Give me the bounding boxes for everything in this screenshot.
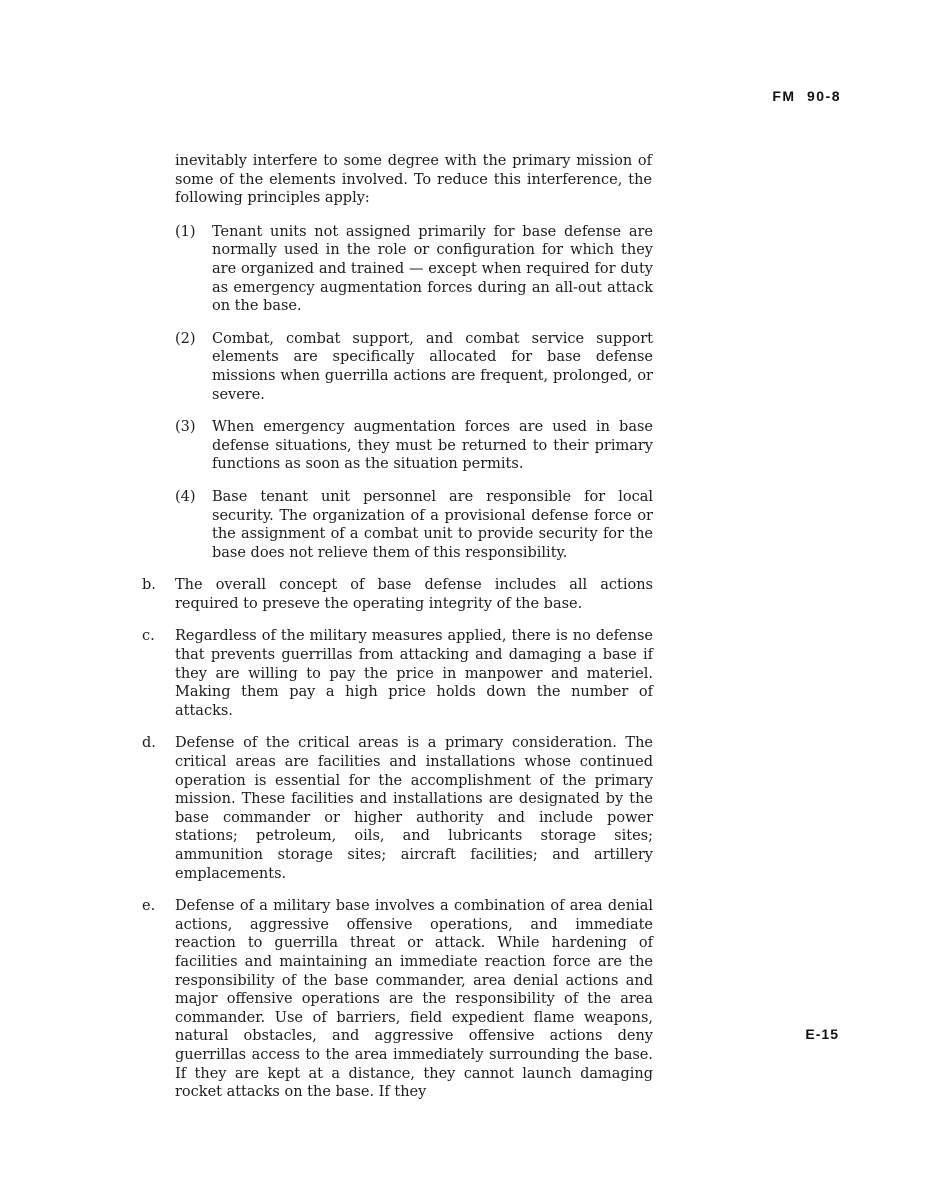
lettered-list-item [142, 627, 653, 720]
lettered-list-item [142, 897, 653, 1102]
list-item-label: e. [142, 898, 156, 915]
list-item-label: (1) [175, 223, 196, 240]
list-item-text: When emergency augmentation forces are used in base defense situations, they must be returned to their primary functions as soon as the situation permits. [212, 419, 653, 473]
document-body [142, 152, 653, 1116]
list-item-text: Defense of the critical areas is a primary consideration. The critical areas are facilities and installations whose continued operation is essential for the accomplishment of the primary mission. These facilities and installations are designated by the base commander or higher authority and include power stations; petroleum, oils, and lubricants storage sites; ammunition storage sites; aircraft facilities; and artillery emplacements. [175, 735, 653, 882]
numbered-list [142, 223, 653, 563]
page-number: E-15 [805, 1026, 839, 1042]
list-item-label: (3) [175, 419, 196, 436]
list-item-label: d. [142, 735, 156, 752]
list-item-text: Tenant units not assigned primarily for base defense are normally used in the role or configuration for which they are organized and trained — except when required for duty as emergency augmentation forces during an all-out attack on the base. [212, 223, 653, 315]
numbered-list-item [175, 488, 653, 562]
list-item-text: Base tenant unit personnel are responsible for local security. The organization of a provisional defense force or the assignment of a combat unit to provide security for the base does not relieve them of this responsibility. [212, 488, 653, 561]
list-item-label: c. [142, 628, 155, 645]
page-header [772, 88, 841, 104]
numbered-list-item [175, 418, 653, 474]
list-item-text: Regardless of the military measures applied, there is no defense that prevents guerrillas from attacking and damaging a base if they are willing to pay the price in manpower and materiel. Making them pay a high price holds down the number of attacks. [175, 628, 653, 719]
list-item-text: Defense of a military base involves a combination of area denial actions, aggressive offensive operations, and immediate reaction to guerrilla threat or attack. While hardening of facilities and maintaining an immediate reaction force are the responsibility of the base commander, area denial actions and major offensive operations are the responsibility of the area commander. Use of barriers, field expedient flame weapons, natural obstacles, and aggressive offensive actions deny guerrillas access to the area immediately surrounding the base. If they are kept at a distance, they cannot launch damaging rocket attacks on the base. If they [175, 898, 653, 1101]
list-item-text: Combat, combat support, and combat service support elements are specifically allocated for base defense missions when guerrilla actions are frequent, prolonged, or severe. [212, 330, 653, 403]
list-item-text: The overall concept of base defense includes all actions required to preseve the operating integrity of the base. [175, 577, 653, 612]
intro-paragraph: inevitably interfere to some degree with the primary mission of some of the elements involved. To reduce this interference, the following principles apply: [175, 153, 652, 207]
list-item-label: (2) [175, 330, 196, 347]
manual-number: FM 90-8 [772, 88, 841, 104]
lettered-list-item [142, 734, 653, 883]
numbered-list-item [175, 223, 653, 316]
list-item-label: b. [142, 577, 156, 594]
list-item-label: (4) [175, 488, 196, 505]
numbered-list-item [175, 330, 653, 404]
lettered-list [142, 576, 653, 1101]
page-footer [805, 1026, 839, 1042]
lettered-list-item [142, 576, 653, 613]
